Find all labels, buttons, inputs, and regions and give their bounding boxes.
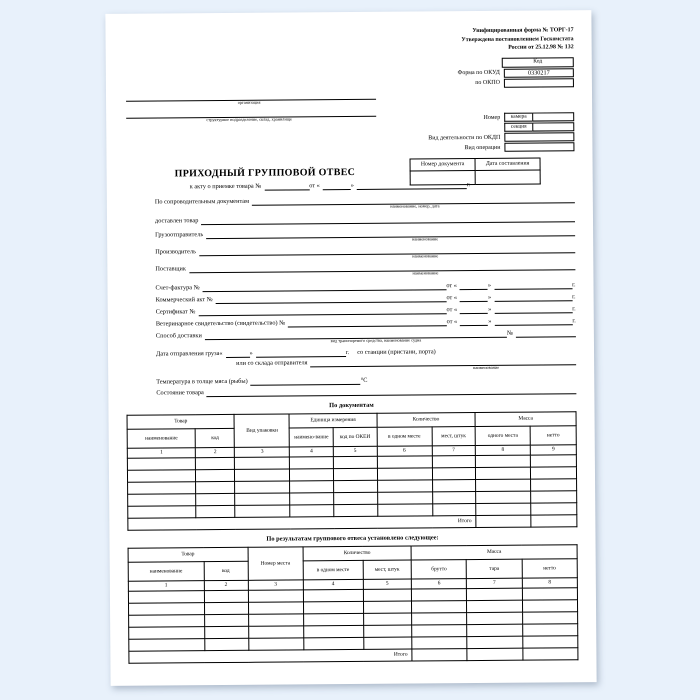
okpo-label: по ОКПО — [475, 80, 500, 87]
table1-num-2: 2 — [196, 447, 235, 457]
warehouse-label: или со склада отправителя — [236, 359, 308, 368]
certificate-year: г. — [572, 304, 576, 312]
invoice-label: Счет-фактура № — [155, 283, 200, 292]
table2-total-tare — [467, 648, 522, 660]
station-caption: наименование — [473, 365, 500, 371]
table2-num-5: 5 — [363, 579, 412, 589]
table1-total-mass-net — [531, 515, 577, 527]
table2-total-row — [129, 648, 578, 664]
th2-goods: Товар — [128, 547, 248, 562]
th-qty-one: в одном месте — [377, 427, 432, 446]
consignor-label: Грузоотправитель — [155, 231, 204, 240]
th-mass-one: одного места — [475, 426, 530, 445]
table1-num-4: 4 — [290, 447, 334, 457]
table2-total-net — [523, 648, 578, 660]
table1-total-mass-one — [476, 515, 531, 527]
vet-certificate-row — [126, 316, 576, 329]
th-unit-okei: код по ОКЕИ — [333, 427, 377, 446]
act-reference-label: к акту о приемке товара № — [189, 182, 262, 191]
th2-qty-one: в одном месте — [303, 560, 363, 579]
form-header — [123, 26, 573, 55]
table1-total-row — [128, 515, 577, 531]
act-from-label: от « — [309, 182, 320, 190]
goods-state-row — [126, 385, 576, 398]
table2-num-6: 6 — [411, 579, 466, 589]
producer-label: Производитель — [155, 248, 197, 256]
consignor-line — [206, 228, 575, 240]
shipment-station-label: со станции (пристани, порта) — [357, 348, 436, 357]
supplier-label: Поставщик — [155, 265, 186, 273]
operation-label: Вид операции — [464, 144, 501, 151]
vet-certificate-quote: » — [488, 317, 492, 325]
table2-total-gross — [412, 649, 467, 661]
table2-num-1: 1 — [128, 581, 204, 592]
delivery-number-label: № — [506, 329, 513, 337]
commercial-act-quote: » — [487, 293, 492, 301]
shipment-quote-open: « — [219, 350, 223, 358]
temperature-label: Температура в толще мяса (рыбы) — [156, 377, 248, 386]
okud-label: Форма по ОКУД — [457, 70, 500, 77]
operation-value — [504, 142, 574, 152]
commercial-act-label: Коммерческий акт № — [155, 295, 213, 304]
docnum-col2-value — [475, 170, 540, 185]
camera-value — [532, 112, 574, 121]
act-year-label: г. — [466, 180, 471, 188]
temperature-unit: °C — [360, 376, 368, 385]
table2-num-7: 7 — [467, 578, 522, 588]
supplier-row — [125, 261, 575, 274]
table2-num-8: 8 — [522, 578, 577, 588]
section-label: секция — [504, 123, 532, 132]
commercial-act-year: г. — [572, 292, 576, 300]
consignor-row — [125, 228, 575, 241]
th2-qty: Количество — [303, 546, 411, 561]
invoice-from: от « — [446, 281, 457, 289]
shipment-date-label: Дата отправления груза — [156, 350, 220, 358]
okpo-value — [504, 78, 574, 88]
producer-caption: наименование — [412, 253, 439, 259]
number-label: Номер — [483, 114, 501, 121]
th-qty-places: мест, штук — [432, 426, 476, 445]
invoice-year: г. — [572, 280, 576, 288]
th2-mass-net: нетто — [522, 559, 578, 578]
table1-num-1: 1 — [127, 448, 195, 459]
shipment-quote-close: » — [249, 350, 253, 358]
form-header-line2: Утверждена постановлением Госкомстата — [461, 35, 574, 43]
th2-mass-tare: тара — [467, 559, 522, 578]
accompanying-docs-label: По сопроводительным документам — [154, 197, 250, 206]
producer-line — [199, 244, 575, 256]
th-unit-name: наимено-вание — [289, 428, 333, 447]
subdivision-caption: структурное подразделение, склад, хранилище — [206, 116, 292, 123]
documents-table — [127, 411, 578, 531]
certificate-row — [126, 304, 576, 317]
th2-mass: Масса — [411, 545, 577, 560]
okdp-value — [504, 132, 574, 142]
delivery-method-label: Способ доставки — [155, 331, 202, 340]
vet-certificate-label: Ветеринарное свидетельство (свидетельство) № — [155, 319, 286, 328]
docnum-col1-header: Номер документа — [410, 159, 475, 172]
act-quote-label: » — [350, 181, 354, 189]
table1-num-7: 7 — [432, 445, 476, 455]
th-goods-name: наименование — [127, 429, 195, 449]
table2-total-label: Итого — [129, 649, 412, 663]
certificate-quote: » — [488, 305, 492, 313]
table1-num-8: 8 — [475, 445, 530, 455]
th2-mass-gross: брутто — [411, 560, 466, 579]
accompanying-docs-caption: наименование, номер, дата — [390, 202, 440, 209]
form-header-line3: России от 25.12.98 № 132 — [508, 44, 574, 51]
producer-row — [125, 244, 575, 257]
organization-line-row — [124, 89, 574, 102]
table1-total-label: Итого — [128, 515, 476, 530]
shipment-year: г. — [345, 349, 350, 357]
results-table — [128, 544, 579, 664]
th2-goods-code: код — [204, 561, 248, 580]
table2-num-3: 3 — [248, 580, 303, 590]
docnum-col2-header: Дата составления — [475, 158, 540, 171]
table1-num-9: 9 — [530, 445, 576, 455]
delivered-goods-row — [125, 214, 575, 227]
table1-caption: По документам — [329, 401, 374, 410]
supplier-line — [189, 261, 576, 273]
th-mass-net: нетто — [530, 426, 576, 445]
okdp-label: Вид деятельности по ОКДП — [428, 134, 501, 142]
consignor-caption: наименование — [412, 236, 439, 242]
table1-num-3: 3 — [235, 447, 290, 457]
th-mass: Масса — [475, 412, 576, 427]
delivered-goods-line — [201, 214, 575, 226]
commercial-act-row — [126, 292, 576, 305]
code-column-header: Код — [502, 57, 574, 68]
invoice-quote: » — [487, 281, 492, 289]
th2-places: Номер места — [248, 547, 304, 580]
table1-num-6: 6 — [377, 446, 432, 456]
delivered-goods-label: доставлен товар — [154, 217, 199, 226]
table2-num-4: 4 — [303, 579, 363, 589]
table2-num-2: 2 — [204, 580, 248, 590]
supplier-caption: наименование — [412, 270, 439, 276]
vet-certificate-from: от « — [446, 317, 458, 325]
table1-num-5: 5 — [333, 446, 377, 456]
goods-state-label: Состояние товара — [156, 389, 204, 397]
certificate-label: Сертификат № — [155, 307, 196, 316]
commercial-act-from: от « — [446, 293, 458, 301]
delivery-method-caption: вид транспортного средства, наименование судна — [330, 336, 422, 343]
th-unit: Единица измерения — [289, 413, 376, 428]
section-value — [532, 122, 574, 131]
th-qty: Количество — [377, 412, 476, 427]
th-goods: Товар — [127, 414, 235, 429]
accompanying-docs-row — [125, 194, 575, 207]
vet-certificate-year: г. — [572, 316, 576, 324]
table2-caption: По результатам группового отвеса установлено следующее: — [266, 534, 439, 543]
page-title: ПРИХОДНЫЙ ГРУППОВОЙ ОТВЕС — [174, 167, 356, 180]
okud-value: 0330217 — [504, 68, 574, 78]
th-goods-code: код — [195, 428, 234, 447]
form-header-line1: Унифицированная форма № ТОРГ-17 — [472, 27, 574, 35]
th2-goods-name: наименование — [128, 562, 204, 582]
th-pack: Вид упаковки — [235, 414, 290, 447]
organization-caption: организация — [237, 99, 261, 105]
certificate-from: от « — [446, 305, 458, 313]
document-page — [105, 10, 596, 686]
camera-label: камера — [504, 113, 532, 122]
th2-qty-places: мест, штук — [363, 560, 412, 579]
invoice-row — [125, 280, 575, 293]
